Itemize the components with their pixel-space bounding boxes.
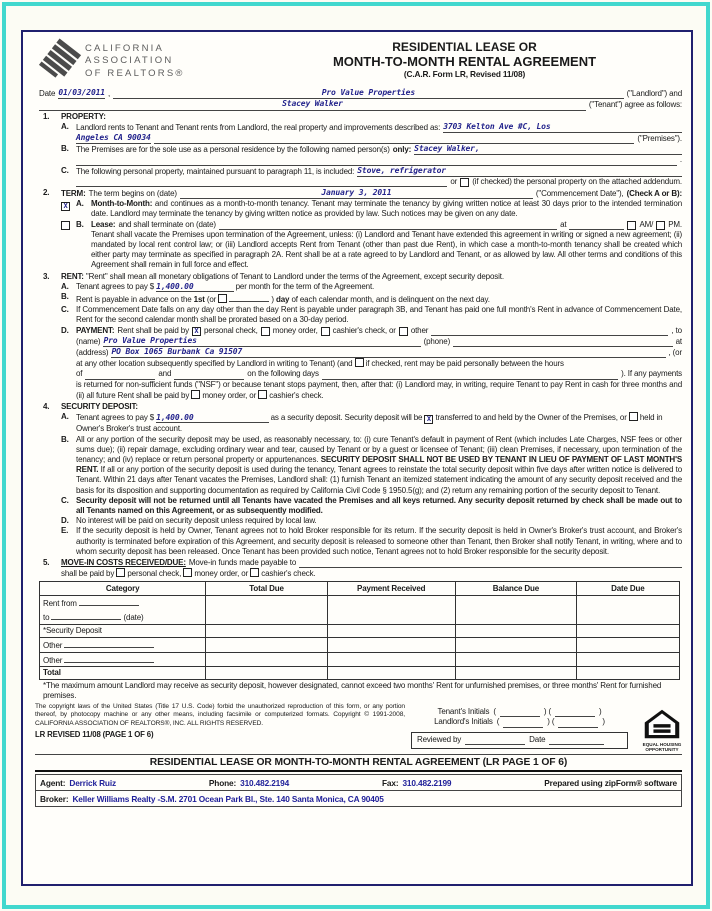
blank-line[interactable] [154, 134, 635, 144]
hours-from-field[interactable] [85, 370, 155, 380]
landlord-initials-label: Landlord's Initials [434, 717, 493, 727]
checkbox-month-to-month[interactable]: X [61, 202, 70, 211]
paren: ( [496, 717, 500, 727]
item-4d-letter: D. [61, 516, 69, 526]
item-4a [61, 412, 682, 434]
move-in-costs-table [39, 581, 680, 679]
of-label: of [76, 369, 83, 379]
item-2a-letter: A. [76, 199, 84, 209]
broker-row [36, 791, 681, 806]
section-1-title: PROPERTY: [61, 111, 106, 121]
item-2a-text: and continues as a month-to-month tenancy. Tenant may terminate the tenancy by giving written notice at least 30 days prior to the intended termination date. Landlord may terminate the tenancy by giving written notice as provided by law. Such notices may be given on any date. [91, 199, 682, 219]
commencement-date-value[interactable]: January 3, 2011 [321, 188, 392, 198]
item-3a-text2: per month for the term of the Agreement. [235, 281, 375, 291]
section-4-number: 4. [43, 402, 50, 412]
item-1c-text: The following personal property, maintained pursuant to paragraph 11, is included: [76, 166, 355, 176]
checkbox-movein-personal-check[interactable] [116, 568, 125, 577]
name-label: (name) [76, 336, 101, 346]
item-4b [61, 435, 682, 496]
occupants-value[interactable]: Stacey Walker, [414, 144, 682, 155]
paren: ) ( [547, 717, 555, 727]
item-3a-letter: A. [61, 281, 69, 291]
item-1c-after: (if checked) the personal property on the attached addendum. [472, 176, 682, 186]
cell-other1-received[interactable] [327, 638, 455, 652]
item-3d-text4: is returned for non-sufficient funds ("NSF") or because tenant stops payment, then, after that: (i) Landlord may, in writing, require Tenant to pay Rent in cash for three months and (ii) all future Rent shall be paid by [76, 379, 682, 400]
item-1c-letter: C. [61, 165, 69, 175]
item-2b-letter: B. [76, 219, 84, 229]
item-1a-text: Landlord rents to Tenant and Tenant rents from Landlord, the real property and improvements described as: [76, 122, 441, 132]
agent-row [36, 775, 681, 791]
item-3b-text2: of each calendar month, and is delinquent on the next day. [291, 295, 490, 305]
section-2-number: 2. [43, 188, 50, 198]
checkbox-deposit-broker-trust[interactable] [629, 412, 638, 421]
col-payment-received: Payment Received [327, 582, 455, 596]
other1-label: Other [43, 641, 63, 651]
rent-amount-value[interactable]: 1,400.00 [156, 282, 233, 292]
car-logo [35, 37, 247, 86]
section-5-move-in-costs [35, 558, 682, 579]
cell-total-datedue[interactable] [577, 666, 679, 679]
paren: ) [602, 717, 605, 727]
item-3b [61, 292, 682, 305]
deposit-amount-value[interactable]: 1,400.00 [156, 413, 268, 423]
cell-other1-total[interactable] [206, 638, 328, 652]
checkbox-future-money-order[interactable] [191, 390, 200, 399]
form-header [35, 37, 682, 86]
paren: ( [493, 707, 496, 717]
item-3d-letter: D. [61, 325, 69, 335]
check-ab-label: (Check A or B): [626, 189, 682, 199]
am-label: AM/ [639, 219, 654, 229]
item-4b-text2: If all or any portion of the security deposit is used during the tenancy, Tenant agrees to reinstate the total security deposit within five days after written notice is delivered to Tenant. Within 21 days after Tenant vacates the Premises, Landlord shall: (1) furnish Tenant an itemized statement indicating the amount of any security deposit received and the basis for its disposition and supporting documentation as required by California Civil Code § 1950.5(g); and (2) return any remaining portion of the security deposit to Tenant. [76, 465, 682, 495]
item-1a [61, 122, 682, 144]
movein-cashiers-label: cashier's check. [261, 569, 316, 579]
period: . [679, 155, 682, 165]
fax-value: 310.482.2199 [402, 777, 452, 788]
table-row-security [40, 625, 680, 638]
agent-name: Derrick Ruiz [69, 777, 116, 788]
term-intro: The term begins on (date) [88, 189, 177, 199]
cell-rent-received[interactable] [327, 596, 455, 625]
commencement-suffix: ("Commencement Date"), [535, 189, 624, 199]
car-logo-text [85, 43, 185, 81]
item-4a-text2: as a security deposit. Security deposit will be [270, 413, 423, 423]
checkbox-movein-cashiers[interactable] [250, 568, 259, 577]
cell-total-total[interactable] [206, 666, 328, 679]
future-money-order-label: money order, or [202, 390, 257, 400]
security-deposit-label: *Security Deposit [40, 625, 206, 638]
section-1-number: 1. [43, 111, 50, 121]
footer-form-title: RESIDENTIAL LEASE OR MONTH-TO-MONTH RENTAL AGREEMENT (LR PAGE 1 OF 6) [35, 754, 682, 772]
cell-other2-balance[interactable] [455, 652, 577, 666]
lease-label: Lease: [91, 219, 116, 229]
checkbox-addendum[interactable] [460, 178, 469, 187]
cell-other2-datedue[interactable] [577, 652, 679, 666]
section-3-title-text: RENT: [61, 271, 84, 281]
car-logo-icon [39, 37, 81, 86]
other1-field[interactable] [64, 638, 154, 648]
movein-money-order-label: money order, or [194, 569, 249, 579]
item-4c-letter: C. [61, 495, 69, 505]
table-row-rent [40, 596, 680, 625]
section-2-title: TERM: [61, 189, 86, 199]
checkbox-money-order[interactable] [261, 327, 270, 336]
table-row-other1 [40, 638, 680, 652]
revision-label: LR REVISED 11/08 (PAGE 1 OF 6) [35, 730, 154, 740]
personal-check-label: personal check, [203, 325, 258, 335]
logo-line-2: ASSOCIATION [85, 55, 174, 67]
date-value[interactable]: 01/03/2011 [58, 88, 105, 99]
form-subtitle: (C.A.R. Form LR, Revised 11/08) [403, 69, 526, 79]
tenant-initials-label: Tenant's Initials [437, 707, 490, 717]
payee-phone-field[interactable] [453, 337, 673, 347]
lease-end-date-field[interactable] [219, 220, 557, 230]
close-paren2: ). If any payments [621, 369, 682, 379]
item-2a [61, 199, 682, 219]
pm-label: PM. [668, 219, 682, 229]
tenant-initials-field-2[interactable] [555, 707, 595, 717]
total-label: Total [40, 666, 206, 679]
personal-property-value[interactable]: Stove, refrigerator [357, 166, 682, 177]
future-cashiers-label: cashier's check. [269, 390, 324, 400]
checkbox-movein-money-order[interactable] [183, 568, 192, 577]
payment-label: PAYMENT: [76, 325, 115, 335]
item-2b-text2: Tenant shall vacate the Premises upon termination of the Agreement, unless: (i) Landlord and Tenant have extended this agreement in writing or signed a new agreement; (ii) mandated by local rent control law; or (iii) Landlord accepts Rent from Tenant (other than past due Rent), in which case a month-to-month tenancy shall be created which either party may terminate as specified in paragraph 2A. Rent shall be at a rate agreed to by Landlord and Tenant, or as allowed by law. All other terms and conditions of this Agreement shall remain in full force and effect. [91, 229, 682, 270]
logo-line-3: OF REALTORS® [85, 67, 185, 79]
cell-security-total[interactable] [206, 625, 328, 638]
days-label: on the following days [247, 369, 319, 379]
tenant-initials-row [411, 707, 628, 717]
or-label: or [450, 176, 458, 186]
cell-rent-balance[interactable] [455, 596, 577, 625]
premises-address-line1[interactable]: 3703 Kelton Ave #C, Los [443, 122, 682, 133]
agent-broker-box [35, 774, 682, 807]
broker-value: Keller Williams Realty -S.M. 2701 Ocean Park Bl., Ste. 140 Santa Monica, CA 90405 [72, 793, 384, 804]
table-row-total [40, 666, 680, 679]
checkbox-am[interactable] [627, 221, 636, 230]
cell-security-datedue[interactable] [577, 625, 679, 638]
item-4e [61, 526, 682, 557]
deposit-broker-trust-label: held in Owner's Broker's trust account. [76, 413, 663, 434]
day-label: day [276, 295, 290, 305]
item-3d-text2: at any other location subsequently specified by Landlord in writing to Tenant) (and [76, 359, 353, 369]
footer-middle [35, 703, 682, 752]
item-3b-text1: Rent is payable in advance on the [76, 295, 192, 305]
reviewed-by-label: Reviewed by [417, 734, 462, 744]
checkbox-cashiers-check[interactable] [321, 327, 330, 336]
section-3-number: 3. [43, 271, 50, 281]
tenant-initials-field-1[interactable] [500, 707, 540, 717]
address-label: (address) [76, 348, 109, 358]
at-label2: at [675, 336, 682, 346]
item-3d-text1: Rent shall be paid by [117, 325, 189, 335]
or-paren2: , (or [668, 348, 682, 358]
payee-name-value[interactable]: Pro Value Properties [103, 335, 197, 345]
rent-intro: "Rent" shall mean all monetary obligations of Tenant to Landlord under the terms of the Agreement, except security deposit. [85, 271, 504, 281]
pay-by-label: shall be paid by [61, 569, 115, 579]
blank-line[interactable] [76, 156, 677, 166]
movein-personal-check-label: personal check, [127, 569, 182, 579]
item-1b [61, 144, 682, 165]
fax-label: Fax: [381, 777, 399, 788]
deposit-footnote: *The maximum amount Landlord may receive as security deposit, however designated, cannot exceed two months' Rent for unfurnished premises, or three months' Rent for furnished premises. [43, 680, 662, 700]
item-3d-text3: if checked, rent may be paid personally between the hours [365, 359, 564, 369]
item-4b-letter: B. [61, 434, 69, 444]
rent-from-label: Rent from [43, 599, 77, 609]
item-2b-text1: and shall terminate on (date) [118, 219, 216, 229]
other2-field[interactable] [64, 653, 154, 663]
item-4e-letter: E. [61, 526, 69, 536]
cell-rent-datedue[interactable] [577, 596, 679, 625]
broker-label: Broker: [40, 793, 69, 804]
item-4d [61, 516, 682, 526]
landlord-initials-field-2[interactable] [558, 718, 598, 728]
section-5-number: 5. [43, 557, 50, 567]
tenant-value[interactable]: Stacey Walker [282, 99, 343, 109]
rent-to-field[interactable] [51, 610, 121, 620]
other-label: other [410, 325, 429, 335]
prepared-label: Prepared using zipForm® software [544, 777, 678, 788]
paren: ) ( [543, 707, 551, 717]
phone-value: 310.482.2194 [240, 777, 290, 788]
item-3c [61, 305, 682, 325]
item-4b-text1: All or any portion of the security deposit may be used, as reasonably necessary, to: (i) cure Tenant's default in payment of Rent (which includes Late Charges, NSF fees or other sums due); (ii) repair damage, excluding ordinary wear and tear, caused by Tenant or by a guest or licensee of Tenant; (iii) clean Premises, if necessary, upon termination of the tenancy; and (iv) replace or return personal property or appurtenances. [76, 434, 682, 464]
agent-label: Agent: [40, 777, 66, 788]
reviewed-date-field[interactable] [549, 735, 604, 745]
item-4b-bold: SECURITY DEPOSIT SHALL NOT BE USED BY TENANT IN LIEU OF PAYMENT OF LAST MONTH'S RENT. [76, 454, 683, 475]
checkbox-deposit-owner[interactable]: X [424, 415, 433, 424]
phone-label: Phone: [208, 777, 237, 788]
phone-label: (phone) [423, 336, 451, 346]
date-label: Date [39, 89, 56, 99]
move-in-intro: Move-in funds made payable to [188, 557, 297, 567]
cell-other2-received[interactable] [327, 652, 455, 666]
reviewed-date-label: Date [529, 734, 546, 744]
rent-from-field[interactable] [79, 596, 139, 606]
money-order-label: money order, [272, 325, 318, 335]
item-4d-text: No interest will be paid on security deposit unless required by local law. [76, 516, 317, 526]
cell-other1-datedue[interactable] [577, 638, 679, 652]
table-row-other2 [40, 652, 680, 666]
commencement-date-field[interactable] [180, 188, 533, 199]
hours-to-field[interactable] [174, 370, 244, 380]
section-3-rent [35, 272, 682, 401]
other-payment-field[interactable] [431, 326, 668, 336]
item-3c-letter: C. [61, 305, 69, 315]
form-title-line1: RESIDENTIAL LEASE OR [392, 40, 537, 54]
payee-address-field[interactable] [111, 347, 665, 358]
section-4-security-deposit [35, 402, 682, 557]
tenant-suffix: ("Tenant") agree as follows: [588, 100, 682, 110]
cell-rent-total[interactable] [206, 596, 328, 625]
section-5-title: MOVE-IN COSTS RECEIVED/DUE: [61, 557, 186, 567]
blank-line[interactable] [76, 177, 447, 187]
month-to-month-label: Month-to-Month: [91, 199, 153, 209]
section-1-property [35, 112, 682, 187]
cell-other1-balance[interactable] [455, 638, 577, 652]
at-label: at [560, 219, 567, 229]
other2-label: Other [43, 655, 63, 665]
item-4e-text: If the security deposit is held by Owner, Tenant agrees not to hold Broker responsible for its return. If the security deposit is held in Owner's Broker's trust account, and Broker's authority is terminated before expiration of this Agreement, and security deposit is released to someone other than Tenant, then Broker shall notify Tenant, in writing, where and to whom security deposit has been released. Once Tenant has been provided such notice, Tenant agrees not to hold Broker responsible for the security deposit. [76, 526, 682, 556]
table-header-row [40, 582, 680, 596]
form-page [21, 30, 693, 886]
item-1c [61, 166, 682, 187]
date-landlord-row [35, 88, 682, 99]
landlord-field[interactable] [113, 88, 624, 99]
rent-date-label: (date) [123, 613, 144, 623]
cell-total-received[interactable] [327, 666, 455, 679]
item-3b-letter: B. [61, 292, 69, 302]
section-4-title: SECURITY DEPOSIT: [61, 402, 138, 412]
cell-total-balance[interactable] [455, 666, 577, 679]
item-1b-text: The Premises are for the sole use as a personal residence by the following named person(s) [76, 145, 390, 155]
reviewed-by-field[interactable] [465, 735, 525, 745]
logo-line-1: CALIFORNIA [85, 42, 165, 54]
item-3d [61, 326, 682, 401]
checkbox-lease[interactable] [61, 221, 70, 230]
checkbox-future-cashiers[interactable] [258, 390, 267, 399]
item-1b-only: only: [392, 145, 412, 155]
form-title-line2: MONTH-TO-MONTH RENTAL AGREEMENT [332, 54, 597, 69]
item-1a-letter: A. [61, 121, 69, 131]
reviewed-box [411, 732, 628, 749]
eho-text-line1: EQUAL HOUSING [642, 742, 682, 748]
item-3a [61, 282, 682, 292]
item-3c-text: If Commencement Date falls on any day other than the day Rent is payable under paragraph 3B, and Tenant has paid one full month's Rent in advance of Commencement Date, Rent for the second calendar month shall be prorated based on a 30-day period. [76, 305, 682, 325]
checkbox-pay-personally[interactable] [355, 358, 364, 367]
checkbox-personal-check[interactable]: X [192, 327, 201, 336]
premises-address-line2[interactable]: Angeles CA 90034 [76, 133, 151, 144]
col-date-due: Date Due [577, 582, 679, 596]
equal-housing-block [634, 703, 690, 752]
other-day-field[interactable] [229, 292, 269, 302]
landlord-value[interactable]: Pro Value Properties [321, 88, 416, 98]
item-4a-text1: Tenant agrees to pay $ [76, 413, 155, 423]
paren: ) [599, 707, 602, 717]
checkbox-other-payment[interactable] [399, 327, 408, 336]
item-4a-letter: A. [61, 412, 69, 422]
landlord-suffix: ("Landlord") and [626, 89, 682, 99]
close-paren: ) [271, 295, 274, 305]
tenant-field[interactable] [39, 99, 586, 110]
section-2-term [35, 188, 682, 271]
checkbox-pm[interactable] [656, 221, 665, 230]
item-4c-text: Security deposit will not be returned until all Tenants have vacated the Premises and all keys returned. Any security deposit returned by check shall be made out to all Tenants named on this Agreement, or as subsequently modified. [76, 495, 682, 515]
cell-security-balance[interactable] [455, 625, 577, 638]
payee-address-value[interactable]: PO Box 1065 Burbank Ca 91507 [111, 347, 243, 357]
col-total-due: Total Due [206, 582, 328, 596]
landlord-initials-row [411, 717, 628, 727]
and-label: and [158, 369, 172, 379]
item-3a-text1: Tenant agrees to pay $ [76, 281, 155, 291]
deposit-owner-label: transferred to and held by the Owner of the Premises, or [435, 413, 627, 423]
first-label: 1st [193, 295, 205, 305]
eho-text-line2: OPPORTUNITY [645, 747, 679, 753]
col-balance-due: Balance Due [455, 582, 577, 596]
form-title-block [247, 37, 682, 79]
copyright-text: The copyright laws of the United States (Title 17 U.S. Code) forbid the unauthorized reproduction of this form, or any portion thereof, by photocopy machine or any other means, including facsimile or computerized formats. Copyright © 1991-2008, CALIFORNIA ASSOCIATION OF REALTORS®, INC. ALL RIGHTS RESERVED. [35, 703, 405, 727]
item-1b-letter: B. [61, 144, 69, 154]
checkbox-other-day[interactable] [218, 294, 227, 303]
item-4c [61, 496, 682, 516]
days-field[interactable] [322, 370, 618, 380]
tenant-row [35, 99, 682, 110]
rent-to-label: to [43, 613, 50, 623]
premises-suffix: ("Premises"). [637, 134, 682, 144]
to-label: , to [671, 325, 682, 335]
cell-other2-total[interactable] [206, 652, 328, 666]
comma: , [107, 89, 111, 99]
item-2b [61, 220, 682, 271]
payee-name-field[interactable] [103, 336, 420, 347]
payable-to-field[interactable] [299, 558, 682, 568]
landlord-initials-field-1[interactable] [503, 718, 543, 728]
col-category: Category [40, 582, 206, 596]
cell-security-received[interactable] [327, 625, 455, 638]
lease-end-time-field[interactable] [569, 220, 624, 230]
equal-housing-logo-icon [644, 732, 680, 741]
or-paren: (or [206, 295, 217, 305]
cashiers-check-label: cashier's check, or [332, 325, 396, 335]
